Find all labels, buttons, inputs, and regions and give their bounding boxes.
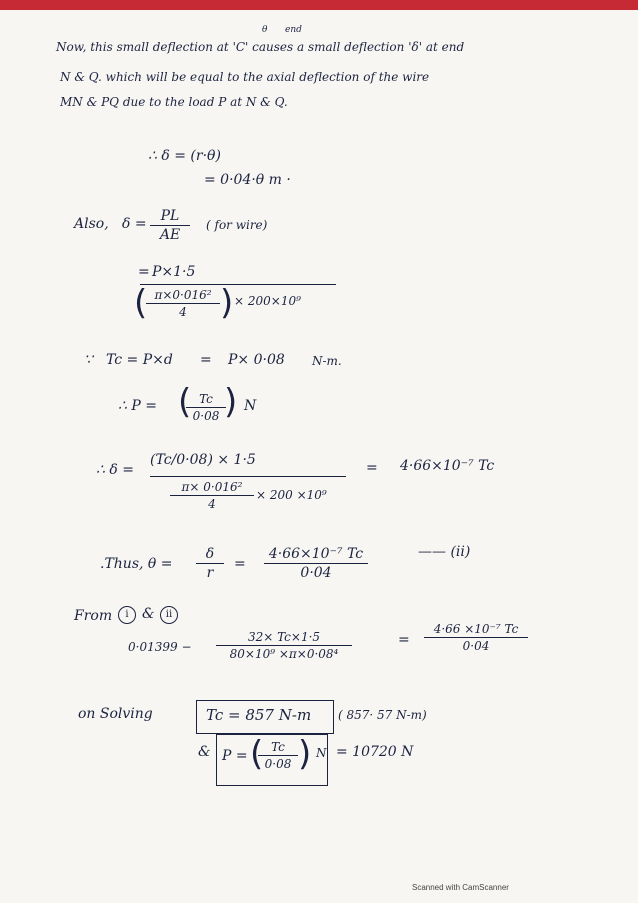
theta-tag: —— (ii) — [418, 544, 471, 560]
p-lhs: ∴ P = — [118, 398, 157, 414]
solve-right-denominator: 0·04 — [462, 639, 490, 653]
fraction-denominator: AE — [159, 227, 181, 243]
sub-numerator: P×1·5 — [152, 264, 196, 280]
p-numerator: Tc — [199, 392, 213, 406]
solve-numerator: 32× Tc×1·5 — [247, 630, 321, 644]
p-result-right-paren: ) — [298, 734, 312, 774]
p-result-numerator: Tc — [271, 740, 285, 754]
solve-fraction — [216, 630, 352, 661]
since-symbol: ∵ — [84, 352, 93, 368]
theta-eq: = — [234, 556, 246, 572]
p-result-unit: N — [316, 746, 327, 760]
sub-eq-sign: = — [138, 264, 150, 280]
theta-lhs: .Thus, θ = — [100, 556, 173, 572]
sub-main-bar — [140, 284, 336, 285]
also-lhs: δ = — [122, 216, 147, 232]
fraction-numerator: PL — [160, 208, 180, 224]
theta-right-numerator: 4·66×10⁻⁷ Tc — [268, 546, 364, 562]
p-denominator: 0·08 — [192, 409, 220, 423]
theta-right-fraction — [264, 546, 368, 581]
eq-delta-rhs: = 0·04·θ m · — [204, 172, 291, 188]
solve-lhs: 0·01399 − — [128, 640, 192, 654]
end-insert: end — [285, 25, 302, 35]
solve-denominator: 80×10⁹ ×π×0·08⁴ — [229, 647, 339, 661]
p-fraction — [186, 392, 226, 423]
eq-delta-lhs: ∴ δ = (r·θ) — [148, 148, 221, 164]
wire-note: ( for wire) — [206, 218, 268, 232]
tc-result: Tc = 857 N-m — [206, 706, 312, 724]
solve-right-numerator: 4·66 ×10⁻⁷ Tc — [433, 622, 519, 636]
intro-line-1: Now, this small deflection at 'C' causes a small deflection 'δ' at end — [56, 40, 465, 54]
p-result-fraction — [258, 740, 298, 771]
delta2-numerator: (Tc/0·08) × 1·5 — [150, 452, 256, 468]
solving-label: on Solving — [78, 706, 153, 722]
solve-eq: = — [398, 632, 410, 648]
solve-right-fraction — [424, 622, 528, 653]
p-right-paren: ) — [224, 382, 238, 422]
p-result-denominator: 0·08 — [264, 757, 292, 771]
header-band — [0, 0, 638, 10]
delta2-result: 4·66×10⁻⁷ Tc — [400, 458, 495, 474]
torque-eq: = — [200, 352, 212, 368]
right-paren: ) — [220, 283, 234, 323]
intro-line-3: MN & PQ due to the load P at N & Q. — [60, 95, 288, 109]
ref-circle-1: i — [118, 606, 136, 624]
ref-circle-2: ii — [160, 606, 178, 624]
from-amp: & — [142, 606, 155, 622]
result-amp: & — [198, 744, 211, 760]
delta2-tail: × 200 ×10⁹ — [256, 488, 327, 502]
delta2-area-denominator: 4 — [208, 497, 216, 511]
from-label: From — [74, 608, 113, 624]
also-label: Also, — [74, 216, 109, 232]
left-paren: ( — [134, 283, 148, 323]
delta2-eq: = — [366, 460, 378, 476]
sub-tail: × 200×10⁹ — [234, 294, 301, 308]
torque-rhs: P× 0·08 — [228, 352, 285, 368]
theta-insert: θ — [262, 25, 268, 35]
intro-line-2: N & Q. which will be equal to the axial deflection of the wire — [60, 70, 430, 84]
area-fraction — [146, 288, 220, 319]
torque-unit: N-m. — [312, 354, 342, 368]
delta2-area-fraction — [170, 480, 254, 511]
theta-fraction — [196, 546, 224, 581]
p-left-paren: ( — [178, 382, 192, 422]
scanner-footer: Scanned with CamScanner — [412, 883, 509, 892]
delta2-main-bar — [150, 476, 346, 477]
delta2-lhs: ∴ δ = — [96, 462, 134, 478]
delta2-area-numerator: π× 0·016² — [181, 480, 243, 494]
theta-denominator: r — [206, 565, 214, 581]
p-result-left-paren: ( — [250, 734, 264, 774]
fraction-pl-ae — [150, 208, 190, 243]
p-unit: N — [244, 398, 257, 414]
torque-lhs: Tc = P×d — [106, 352, 173, 368]
p-final: = 10720 N — [336, 744, 414, 760]
tc-exact: ( 857· 57 N-m) — [338, 708, 427, 722]
area-denominator: 4 — [179, 305, 187, 319]
p-result-lhs: P = — [222, 748, 248, 764]
area-numerator: π×0·016² — [154, 288, 212, 302]
theta-right-denominator: 0·04 — [300, 565, 332, 581]
theta-numerator: δ — [205, 546, 215, 562]
